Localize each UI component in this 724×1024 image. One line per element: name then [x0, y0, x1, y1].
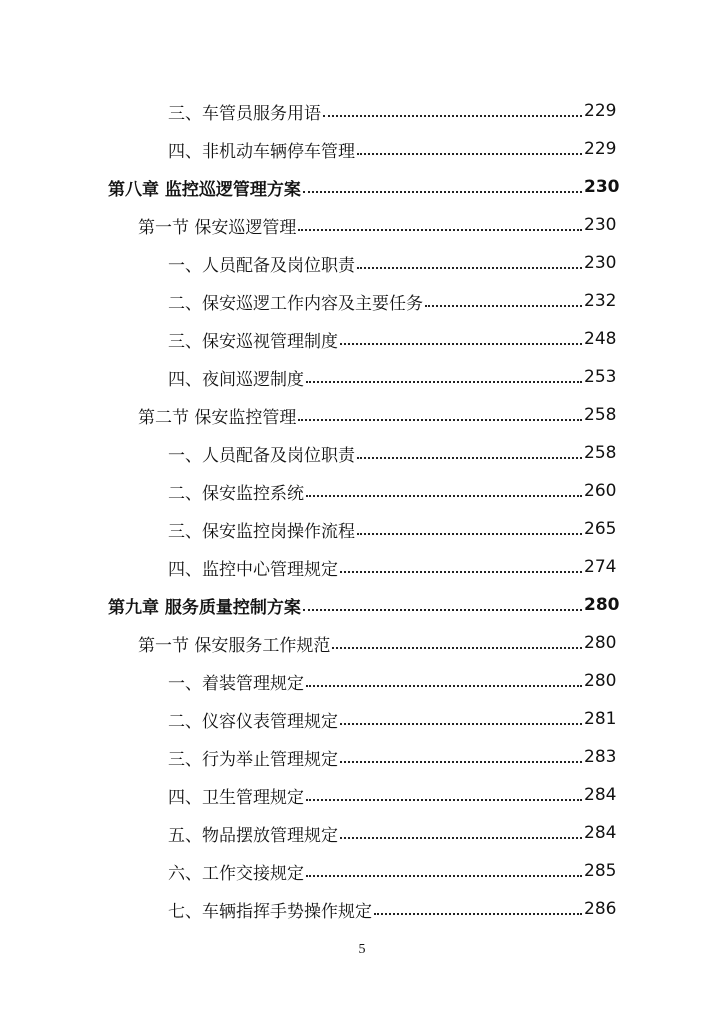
toc-entry-page: 280	[584, 595, 620, 615]
toc-entry-title: 四、非机动车辆停车管理	[168, 141, 355, 162]
dot-leader	[425, 305, 582, 307]
toc-entry-title: 第九章 服务质量控制方案	[108, 597, 301, 618]
toc-entry-title: 六、工作交接规定	[168, 863, 304, 884]
toc-entry-page: 260	[584, 481, 617, 501]
toc-section[interactable]	[0, 624, 724, 662]
toc-entry-page: 232	[584, 291, 617, 311]
toc-entry-title: 三、保安监控岗操作流程	[168, 521, 355, 542]
dot-leader	[298, 229, 582, 231]
toc-entry-title: 七、车辆指挥手势操作规定	[168, 901, 372, 922]
toc-entry[interactable]	[0, 662, 724, 700]
dot-leader	[298, 419, 582, 421]
toc-entry-title: 第八章 监控巡逻管理方案	[108, 179, 301, 200]
toc-section[interactable]	[0, 396, 724, 434]
dot-leader	[357, 533, 582, 535]
toc-entry-page: 283	[584, 747, 617, 767]
toc-entry-title: 第二节 保安监控管理	[138, 407, 297, 428]
toc-entry-page: 229	[584, 139, 617, 159]
toc-entry[interactable]	[0, 814, 724, 852]
toc-entry-page: 265	[584, 519, 617, 539]
toc-entry-title: 四、卫生管理规定	[168, 787, 304, 808]
toc-entry[interactable]	[0, 776, 724, 814]
dot-leader	[306, 799, 582, 801]
dot-leader	[306, 685, 582, 687]
toc-entry-page: 230	[584, 215, 617, 235]
toc-entry-page: 258	[584, 443, 617, 463]
toc-entry[interactable]	[0, 244, 724, 282]
toc-entry-page: 285	[584, 861, 617, 881]
dot-leader	[306, 381, 582, 383]
toc-entry-title: 一、人员配备及岗位职责	[168, 445, 355, 466]
toc-entry-page: 284	[584, 785, 617, 805]
toc-entry-title: 三、保安巡视管理制度	[168, 331, 338, 352]
toc-entry-title: 五、物品摆放管理规定	[168, 825, 338, 846]
dot-leader	[303, 609, 582, 611]
toc-entry-title: 四、夜间巡逻制度	[168, 369, 304, 390]
toc-entry[interactable]	[0, 852, 724, 890]
toc-entry-title: 一、着装管理规定	[168, 673, 304, 694]
toc-entry[interactable]	[0, 890, 724, 928]
dot-leader	[340, 837, 582, 839]
toc-entry-page: 284	[584, 823, 617, 843]
dot-leader	[340, 761, 582, 763]
toc-entry[interactable]	[0, 738, 724, 776]
dot-leader	[357, 267, 582, 269]
toc-entry-page: 280	[584, 671, 617, 691]
toc-entry-page: 253	[584, 367, 617, 387]
dot-leader	[303, 191, 582, 193]
toc-chapter[interactable]	[0, 168, 724, 206]
dot-leader	[340, 343, 582, 345]
toc-entry-title: 三、行为举止管理规定	[168, 749, 338, 770]
toc-entry[interactable]	[0, 130, 724, 168]
toc-entry-title: 二、保安监控系统	[168, 483, 304, 504]
toc-section[interactable]	[0, 206, 724, 244]
toc-entry-page: 280	[584, 633, 617, 653]
toc-entry-title: 二、仪容仪表管理规定	[168, 711, 338, 732]
toc-entry-title: 三、车管员服务用语	[168, 103, 321, 124]
dot-leader	[332, 647, 582, 649]
dot-leader	[357, 153, 582, 155]
toc-entry[interactable]	[0, 282, 724, 320]
dot-leader	[306, 495, 582, 497]
toc-entry-page: 248	[584, 329, 617, 349]
toc-entry[interactable]	[0, 358, 724, 396]
toc-entry[interactable]	[0, 320, 724, 358]
dot-leader	[306, 875, 582, 877]
toc-entry-page: 230	[584, 177, 620, 197]
toc-entry-page: 258	[584, 405, 617, 425]
toc-entry-page: 286	[584, 899, 617, 919]
dot-leader	[340, 723, 582, 725]
toc-entry-page: 281	[584, 709, 617, 729]
toc-entry-title: 四、监控中心管理规定	[168, 559, 338, 580]
dot-leader	[374, 913, 582, 915]
dot-leader	[357, 457, 582, 459]
toc-entry[interactable]	[0, 548, 724, 586]
toc-chapter[interactable]	[0, 586, 724, 624]
toc-entry-title: 一、人员配备及岗位职责	[168, 255, 355, 276]
toc-entry-page: 230	[584, 253, 617, 273]
toc-entry[interactable]	[0, 434, 724, 472]
table-of-contents	[0, 92, 724, 928]
page-number: 5	[358, 942, 366, 957]
toc-entry[interactable]	[0, 472, 724, 510]
toc-entry[interactable]	[0, 510, 724, 548]
toc-entry-page: 274	[584, 557, 617, 577]
toc-entry-title: 第一节 保安服务工作规范	[138, 635, 331, 656]
dot-leader	[340, 571, 582, 573]
toc-entry-title: 二、保安巡逻工作内容及主要任务	[168, 293, 423, 314]
toc-entry[interactable]	[0, 700, 724, 738]
toc-entry[interactable]	[0, 92, 724, 130]
toc-entry-title: 第一节 保安巡逻管理	[138, 217, 297, 238]
toc-entry-page: 229	[584, 101, 617, 121]
dot-leader	[323, 115, 582, 117]
